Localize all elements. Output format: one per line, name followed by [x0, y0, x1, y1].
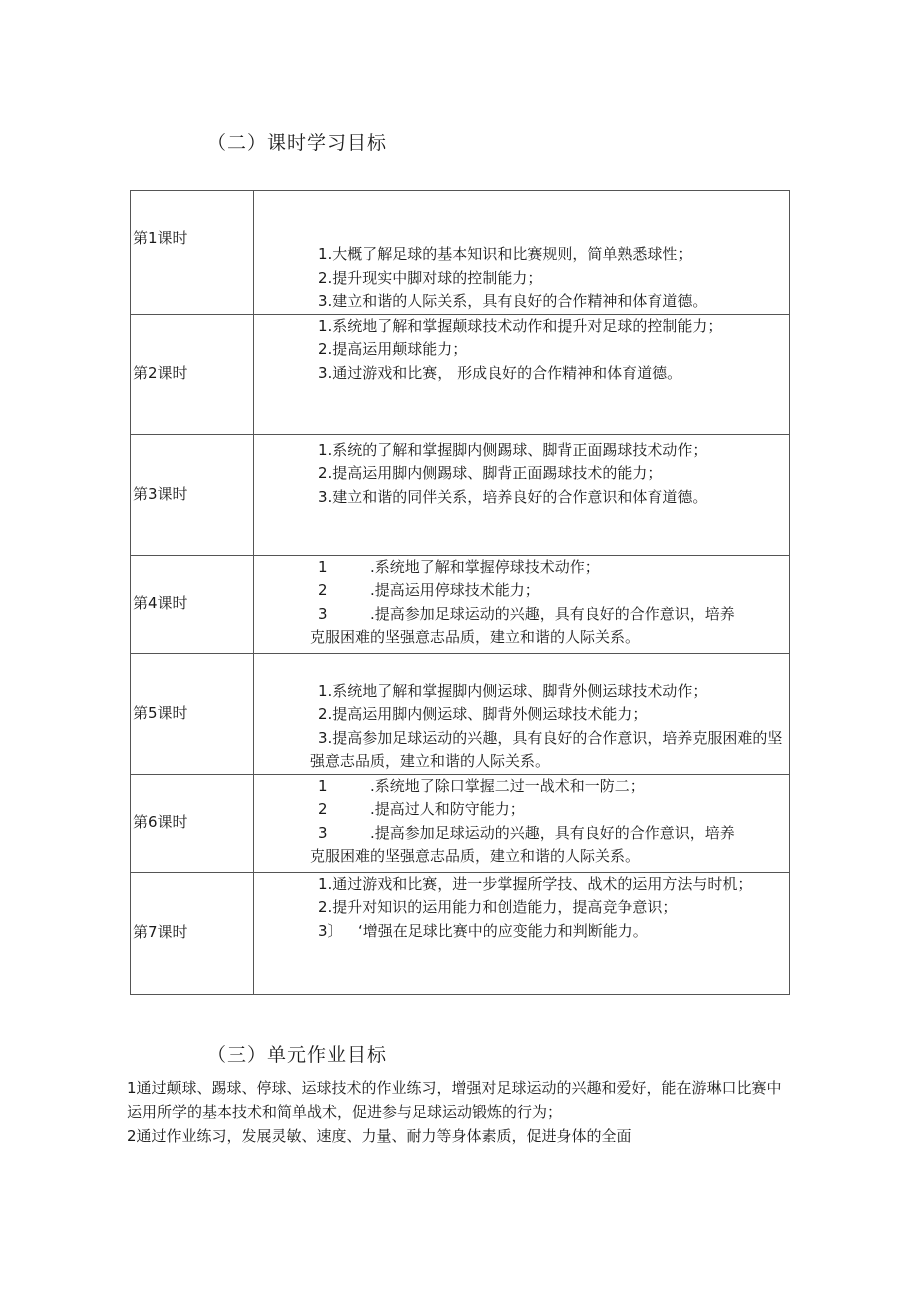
goal-line	[254, 603, 785, 627]
lesson-label: 第7课时	[131, 872, 254, 994]
goal-line	[254, 556, 785, 580]
goal-number: 2	[318, 581, 328, 599]
table-row	[131, 653, 790, 774]
table-row	[131, 872, 790, 994]
goal-line: 3.建立和谐的同伴关系，培养良好的合作意识和体育道德。	[318, 487, 708, 506]
goal-line: 1.系统地了解和掌握颠球技术动作和提升对足球的控制能力；	[318, 316, 723, 335]
lesson-label: 第3课时	[131, 434, 254, 555]
goal-line: 1.系统地了解和掌握脚内侧运球、脚背外侧运球技术动作；	[318, 681, 708, 700]
goal-text: .提高过人和防守能力；	[370, 800, 525, 818]
goal-line	[254, 775, 785, 799]
lesson-label: 第2课时	[131, 314, 254, 434]
goal-line: 1.系统的了解和掌握脚内侧踢球、脚背正面踢球技术动作；	[318, 440, 708, 459]
goal-number: 2	[318, 800, 328, 818]
goal-line	[254, 579, 785, 603]
goal-line: 3.提高参加足球运动的兴趣，具有良好的合作意识，培养克服困难的坚强意志品质，建立和谐的人际关系。	[310, 728, 783, 770]
section-3-title: （三）单元作业目标	[207, 1044, 388, 1066]
table-row	[131, 434, 790, 555]
table-row	[131, 314, 790, 434]
goal-line: 2.提高运用脚内侧踢球、脚背正面踢球技术的能力；	[318, 464, 663, 482]
goal-number: 3〕	[318, 921, 343, 940]
goal-line: 1.大概了解足球的基本知识和比赛规则，简单熟悉球性；	[318, 245, 693, 263]
lesson-label: 第6课时	[131, 774, 254, 872]
table-row	[131, 555, 790, 653]
goal-text: .系统地了除口掌握二过一战术和一防二；	[370, 776, 645, 795]
lesson-label: 第1课时	[131, 191, 254, 315]
homework-goal-paragraph: 1通过颠球、踢球、停球、运球技术的作业练习，增强对足球运动的兴趣和爱好，能在游琳口比赛中运用所学的基本技术和简单战术，促进参与足球运动锻炼的行为；	[127, 1079, 782, 1121]
lesson-goals	[254, 774, 790, 872]
goal-line	[310, 920, 785, 944]
lesson-goals	[254, 314, 790, 434]
goal-number: 1	[318, 557, 328, 576]
goal-line: 3.建立和谐的人际关系，具有良好的合作精神和体育道德。	[318, 292, 708, 310]
table-row	[131, 191, 790, 315]
goal-text: .提高参加足球运动的兴趣，具有良好的合作意识，培养	[370, 823, 735, 842]
goal-number: 3	[318, 823, 328, 842]
goal-number: 3	[318, 604, 328, 623]
lesson-goals	[254, 434, 790, 555]
goal-text: .提高参加足球运动的兴趣，具有良好的合作意识，培养	[370, 604, 735, 623]
table-row	[131, 774, 790, 872]
lesson-label: 第5课时	[131, 653, 254, 774]
lesson-goals	[254, 555, 790, 653]
goal-line	[254, 822, 785, 846]
goal-text: ‘增强在足球比赛中的应变能力和判断能力。	[358, 921, 648, 940]
lesson-goals	[254, 872, 790, 994]
goal-line: 1.通过游戏和比赛，进一步掌握所学技、战术的运用方法与时机；	[318, 874, 753, 893]
goal-number: 1	[318, 776, 328, 795]
homework-goal-paragraph: 2通过作业练习，发展灵敏、速度、力量、耐力等身体素质，促进身体的全面	[127, 1127, 632, 1145]
lesson-goals	[254, 191, 790, 315]
goal-line: 克服困难的坚强意志品质，建立和谐的人际关系。	[310, 847, 641, 865]
goal-line: 2.提高运用脚内侧运球、脚背外侧运球技术能力；	[318, 705, 648, 723]
goal-line: 2.提高运用颠球能力；	[318, 340, 468, 358]
lesson-goals-table	[130, 190, 790, 995]
goal-line	[254, 798, 785, 822]
goal-line: 2.提升现实中脚对球的控制能力；	[318, 268, 543, 287]
goal-text: .系统地了解和掌握停球技术动作；	[370, 557, 600, 576]
lesson-label: 第4课时	[131, 555, 254, 653]
goal-text: .提高运用停球技术能力；	[370, 581, 540, 599]
section-2-title: （二）课时学习目标	[207, 132, 388, 154]
goal-line: 克服困难的坚强意志品质，建立和谐的人际关系。	[310, 628, 641, 646]
goal-line: 2.提升对知识的运用能力和创造能力，提高竞争意识；	[318, 898, 678, 916]
lesson-goals	[254, 653, 790, 774]
goal-line: 3.通过游戏和比赛， 形成良好的合作精神和体育道德。	[318, 363, 683, 382]
